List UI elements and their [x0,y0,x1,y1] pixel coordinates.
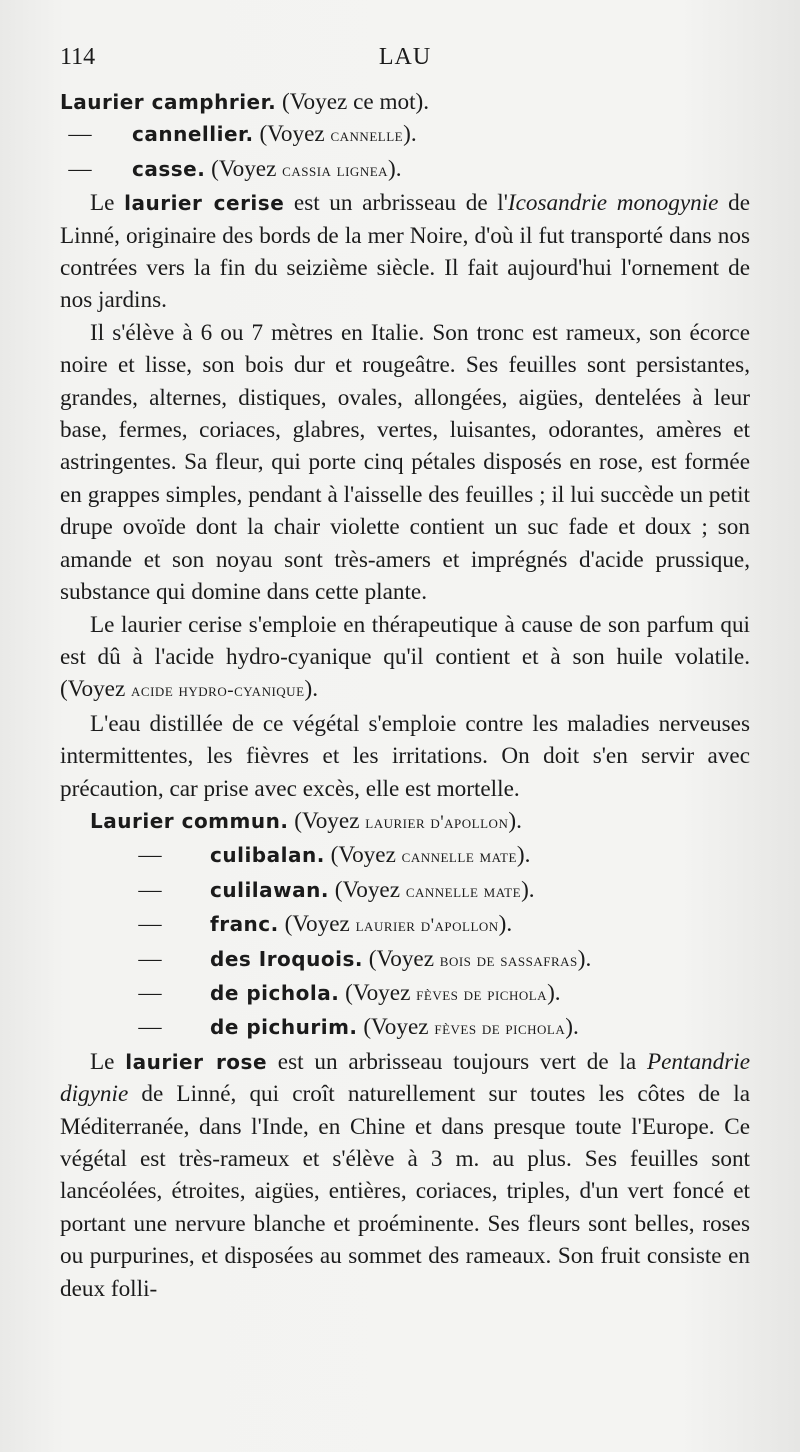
paragraph-therapeutique: Le laurier cerise s'emploie en thérapeutique à cause de son parfum qui est dû à l'acide hydro-cyanique qu'il contient et à son huile volatile. (Voyez acide hydro-cyanique). [60,611,750,703]
entry-dash: — [138,1014,162,1041]
entry-ref: laurier d'apollon [365,811,509,833]
entry-culilawan: — culilawan. (Voyez cannelle mate). [60,874,750,908]
entry-dash: — [138,876,162,903]
entry-laurier-camphrier: Laurier camphrier. (Voyez ce mot). [60,89,430,115]
entry-dash: — [68,155,92,182]
entry-term: Laurier camphrier. [60,90,277,114]
entry-de-pichola: — de pichola. (Voyez fèves de pichola). [60,977,750,1011]
page-body [60,86,750,1305]
entry-culibalan: — culibalan. (Voyez cannelle mate). [60,839,750,873]
entry-laurier-commun: Laurier commun. (Voyez laurier d'apollon). [90,807,522,834]
entry-ref: cassia lignea [282,159,389,181]
entry-casse: — casse. (Voyez cassia lignea). [60,153,750,187]
entry-term: Laurier commun. [90,808,289,833]
entry-cannellier: — cannellier. (Voyez cannelle). [60,118,750,152]
page-header [60,44,750,78]
entry-franc: — franc. (Voyez laurier d'apollon). [60,908,750,942]
paragraph-laurier-cerise: Le laurier cerise est un arbrisseau de l'Icosandrie monogynie de Linné, originaire des bords de la mer Noire, d'où il fut transporté dans nos contrées vers la fin du seizième siècle. Il fait aujourd'hui l'ornement de nos jardins. [60,190,750,314]
entry-dash: — [138,842,162,869]
entry-de-pichurim: — de pichurim. (Voyez fèves de pichola). [60,1011,750,1045]
entry-ref: acide hydro-cyanique [131,680,305,702]
entry-dash: — [138,945,162,972]
entry-ref: cannelle mate [405,880,522,902]
running-head: LAU [378,44,432,70]
paragraph-description: Il s'élève à 6 ou 7 mètres en Italie. Son tronc est rameux, son écorce noire et lisse, son bois dur et rougeâtre. Ses feuilles sont persistantes, grandes, alternes, distiques, ovales, allongées, aigües, dentelées à leur base, fermes, coriaces, glabres, vertes, luisantes, odorantes, amères et astringentes. Sa fleur, qui porte cinq pétales disposés en rose, est formée en grappes simples, pendant à l'aisselle des feuilles ; il lui succède un petit drupe ovoïde dont la chair violette contient un suc fade et doux ; son amande et son noyau sont très-amers et imprégnés d'acide prussique, substance qui domine dans cette plante. [60,319,750,606]
entry-ref: cannelle [330,125,404,147]
entry-term: franc. [210,912,279,937]
entry-ref: bois de sassafras [439,949,578,971]
paragraph-laurier-rose: Le laurier rose est un arbrisseau toujours vert de la Pentandrie digynie de Linné, qui croît naturellement sur toutes les côtes de la Méditerranée, dans l'Inde, en Chine et dans presque toute l'Europe. Ce végétal est très-rameux et s'élève à 3 m. au plus. Ses feuilles sont lancéolées, étroites, aigües, entières, coriaces, triples, d'un vert foncé et portant une nervure blanche et proéminente. Ses fleurs sont belles, roses ou purpurines, et disposées au sommet des rameaux. Son fruit consiste en deux folli- [60,1048,750,1302]
entry-ref: fèves de pichola [434,1018,566,1040]
entry-ref: ce mot [353,89,416,115]
entry-term: culilawan. [210,877,329,902]
entry-ref: laurier d'apollon [355,915,499,937]
entry-dash: — [138,979,162,1006]
entry-ref: fèves de pichola [416,983,548,1005]
entry-ref: cannelle mate [401,846,517,868]
entry-term: laurier cerise [124,191,285,216]
entry-term: de pichurim. [210,1015,358,1040]
entry-term: cannellier. [132,122,254,147]
taxonomy-italic: Pentandrie digynie [60,1048,750,1108]
entry-des-iroquois: — des Iroquois. (Voyez bois de sassafras). [60,943,750,977]
taxonomy-italic: Icosandrie monogynie [507,190,719,217]
entry-dash: — [68,121,92,148]
entry-term: des Iroquois. [210,946,363,971]
entry-term: casse. [132,156,206,181]
entry-dash: — [138,911,162,938]
entry-term: de pichola. [210,980,340,1005]
entry-term: laurier rose [125,1049,268,1074]
paragraph-eau-distillee: L'eau distillée de ce végétal s'emploie contre les maladies nerveuses intermittentes, les fièvres et les irritations. On doit s'en servir avec précaution, car prise avec excès, elle est mortelle. [60,710,750,802]
entry-term: culibalan. [210,843,325,868]
page-number: 114 [60,44,96,70]
